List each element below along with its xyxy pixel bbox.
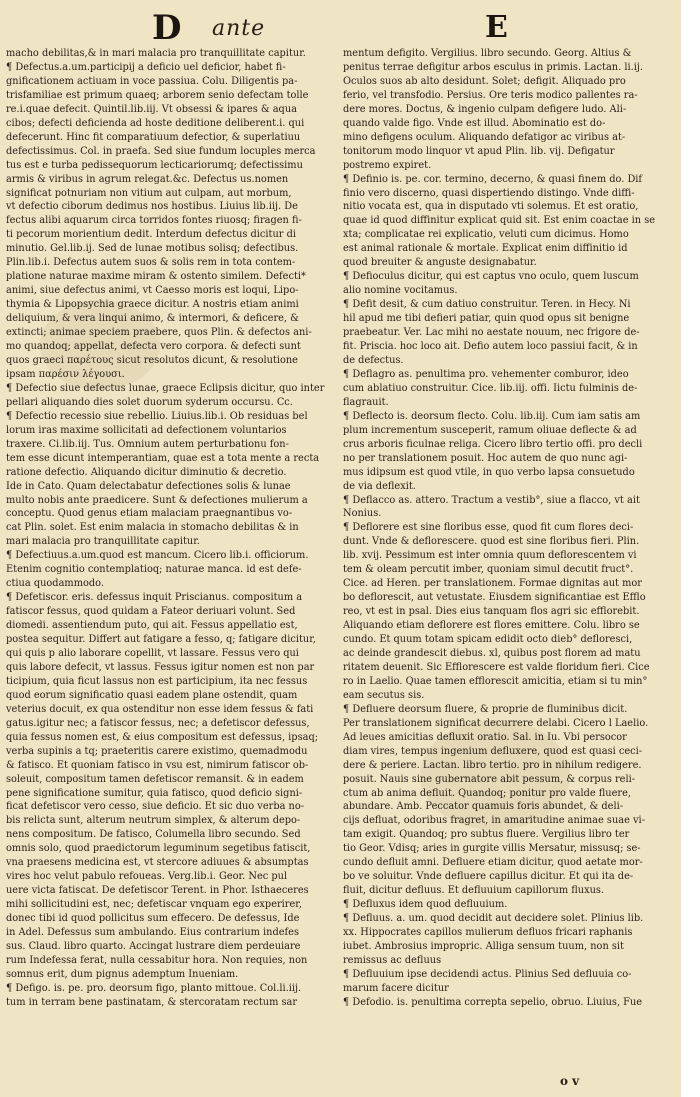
text-line: mino defigens oculum. Aliquando defatigor ac viribus at- bbox=[343, 131, 626, 143]
text-line: xta; complicatae rei explicatio, veluti cum dicimus. Homo bbox=[343, 229, 629, 241]
text-line: gatus.igitur nec; a fatiscor fessus, nec; a defetiscor defessus, bbox=[6, 717, 310, 729]
text-line: omnis solo, quod praedictorum leguminum segetibus fatiscit, bbox=[6, 843, 311, 855]
text-line: mentum defigito. Vergilius. libro secundo. Georg. Altius & bbox=[343, 48, 632, 59]
text-line: hil apud me tibi defieri patiar, quin quod opus sit benigne bbox=[343, 313, 630, 325]
text-line: ¶ Deflacco as. attero. Tractum a vestib°, siue a flacco, vt ait bbox=[343, 494, 640, 506]
text-line: ro in Laelio. Quae tamen efflorescit amicitia, etiam si tu min° bbox=[343, 675, 648, 687]
text-line: quis labore defecit, vt lassus. Fessus igitur nomen est non par bbox=[6, 661, 315, 673]
text-line: verba supinis a tq; praeteritis carere existimo, quemadmodu bbox=[6, 745, 308, 757]
text-line: de defectus. bbox=[343, 354, 404, 366]
text-line: defectissimus. Col. in praefa. Sed siue fundum locuples merca bbox=[6, 145, 316, 157]
text-line: marum facere dicitur bbox=[343, 982, 449, 994]
text-line: re.i.quae defecit. Quintil.lib.iij. Vt obsessi & ipares & aqua bbox=[6, 103, 297, 115]
text-line: penitus terrae defigitur arbos esculus in primis. Lactan. li.ij. bbox=[343, 61, 643, 73]
text-line: cundo. Et quum totam spicam edidit octo dieb° defloresci, bbox=[343, 634, 633, 646]
text-line: tonitorum modo linquor vt apud Plin. lib. vij. Defigatur bbox=[343, 145, 615, 157]
text-line: fatiscor fessus, quod quidam a Fateor deriuari volunt. Sed bbox=[6, 606, 296, 618]
text-line: dere mores. Doctus, & ingenio culpam defigere ludo. Ali- bbox=[343, 103, 627, 115]
text-line: nitio vocata est, qua in disputado vti solemus. Et est oratio, bbox=[343, 201, 639, 213]
text-line: vires hoc velut pabulo refoueas. Verg.lib.i. Geor. Nec pul bbox=[6, 871, 288, 883]
text-line: ¶ Defluere deorsum fluere, & proprie de fluminibus dicit. bbox=[343, 703, 628, 715]
text-line: tam exigit. Quandoq; pro subtus fluere. Vergilius libro ter bbox=[343, 829, 630, 841]
text-line: uere victa fatiscat. De defetiscor Terent. in Phor. Isthaeceres bbox=[6, 885, 309, 897]
text-line: praebeatur. Ver. Lac mihi no aestate nouum, nec frigore de- bbox=[343, 327, 640, 339]
text-line: conceptu. Quod genus etiam malaciam praegnantibus vo- bbox=[6, 508, 293, 520]
text-line: abundare. Amb. Peccator quamuis foris abundet, & deli- bbox=[343, 801, 624, 813]
text-line: mo quandoq; appellat, defecta vero corpora. & defecti sunt bbox=[6, 341, 301, 353]
text-line: ¶ Defectus.a.um.participij a deficio uel deficior, habet fi- bbox=[6, 61, 286, 73]
text-line: eam secutus sis. bbox=[343, 689, 425, 701]
text-line: ¶ Defit desit, & cum datiuo construitur. Teren. in Hecy. Ni bbox=[343, 299, 631, 311]
text-line: iubet. Ambrosius impropric. Alliga sensum tuum, non sit bbox=[343, 941, 624, 952]
text-line: flagrauit. bbox=[343, 396, 389, 408]
text-line: ¶ Defluxus idem quod defluuium. bbox=[343, 899, 508, 911]
text-line: & fatisco. Et quoniam fatisco in vsu est, nimirum fatiscor ob- bbox=[6, 759, 309, 771]
text-line: Ad leues amicitias defluxit oratio. Sal. in Iu. Vbi persocor bbox=[343, 731, 627, 743]
text-line: dere & periere. Lactan. libro tertio. pro in nihilum redigere. bbox=[343, 759, 642, 771]
text-line: est animal rationale & mortale. Explicat enim diffinitio id bbox=[343, 243, 628, 255]
text-line: cat Plin. solet. Est enim malacia in stomacho debilitas & in bbox=[6, 522, 299, 534]
decorated-initial-d: D bbox=[152, 8, 182, 48]
text-line: ac deinde grandescit diebus. xl, quibus post florem ad matu bbox=[343, 647, 641, 659]
text-line: ctiua quodammodo. bbox=[6, 578, 105, 590]
text-line: bo deflorescit, aut vetustate. Eiusdem significantiae est Efflo bbox=[343, 592, 646, 604]
text-line: soleuit, compositum tamen defetiscor remansit. & in eadem bbox=[6, 773, 304, 785]
text-line: tum in terram bene pastinatam, & stercoratam rectum sar bbox=[6, 996, 298, 1008]
text-line: ¶ Deflorere est sine floribus esse, quod fit cum flores deci- bbox=[343, 522, 634, 534]
text-line: ¶ Defectiuus.a.um.quod est mancum. Cicero lib.i. officiorum. bbox=[6, 550, 309, 562]
text-line: rum Indefessa ferat, nulla cessabitur hora. Non requies, non bbox=[6, 954, 308, 966]
text-line: tem & oleam percutit imber, quoniam simul decutit fruct°. bbox=[343, 564, 634, 576]
signature-mark: o v bbox=[560, 1074, 580, 1088]
text-line: ¶ Defodio. is. penultima correpta sepelio, obruo. Liuius, Fue bbox=[343, 996, 643, 1008]
text-line: quia fessus nomen est, & eius compositum est defessus, ipsaq; bbox=[6, 731, 319, 743]
text-line: posuit. Nauis sine gubernatore abit pessum, & corpus reli- bbox=[343, 773, 636, 785]
text-line: nens compositum. De fatisco, Columella libro secundo. Sed bbox=[6, 829, 301, 841]
text-line: crus arboris ficulnae religa. Cicero libro tertio offi. pro decli bbox=[343, 438, 643, 450]
text-line: gnificationem actiuam in voce passiua. Colu. Diligentis pa- bbox=[6, 75, 298, 87]
text-line: deliquium, & vera linqui animo, & intermori, & deficere, & bbox=[6, 313, 299, 325]
text-line: significat potnuriam non vitium aut culpam, aut morbum, bbox=[6, 187, 292, 199]
text-line: remissus ac defluus bbox=[343, 954, 442, 966]
text-line: xx. Hippocrates capillos mulierum defluos fricari raphanis bbox=[343, 927, 633, 939]
text-line: postremo expiret. bbox=[343, 159, 432, 171]
text-line: fit. Priscia. hoc loco ait. Defio autem loco passiui facit, & in bbox=[343, 341, 638, 353]
text-line: Ide in Cato. Quam delectabatur defectiones solis & lunae bbox=[6, 480, 291, 492]
text-line: qui quis p alio laborare copellit, vt lassare. Fessus vero qui bbox=[6, 647, 299, 659]
text-line: ¶ Definio is. pe. cor. termino, decerno, & quasi finem do. Dif bbox=[343, 173, 643, 185]
text-line: trisfamiliae est primum quaeq; arborem senio defectam tolle bbox=[6, 89, 309, 101]
text-line: cibos; defecti deficienda ad hoste deditione deliberent.i. qui bbox=[6, 117, 305, 129]
text-line: ferio, vel transfodio. Persius. Ore teris modico pallentes ra- bbox=[343, 89, 638, 101]
text-line: somnus erit, dum pignus ademptum Inueniam. bbox=[6, 968, 239, 980]
text-line: quod breuiter & anguste designabatur. bbox=[343, 257, 537, 269]
text-line: quando valde figo. Vnde est illud. Abominatio est do- bbox=[343, 117, 606, 129]
text-line: ¶ Defectio recessio siue rebellio. Liuius.lib.i. Ob residuas bel bbox=[6, 410, 308, 422]
text-line: Plin.lib.i. Defectus autem suos & solis rem in tota contem- bbox=[6, 257, 296, 269]
text-line: ticipium, quia ficut lassus non est participium, ita nec fessus bbox=[6, 675, 308, 687]
text-line: Oculos suos ab alto desidunt. Solet; defigit. Aliquado pro bbox=[343, 75, 626, 87]
text-line: fectus alibi aquarum circa torridos fontes riuosq; firagen fi- bbox=[6, 215, 302, 227]
running-head: ante bbox=[212, 16, 266, 41]
right-text-column bbox=[343, 47, 669, 1010]
text-line: tio Geor. Vdisq; aries in gurgite villis Mersatur, missusq; se- bbox=[343, 843, 641, 855]
text-line: armis & viribus in agrum relegat.&c. Defectus us.nomen bbox=[6, 173, 289, 185]
text-line: minutio. Gel.lib.ij. Sed de lunae motibus solisq; defectibus. bbox=[6, 243, 299, 255]
text-line: alio nomine vocitamus. bbox=[343, 285, 458, 297]
text-line: mus idipsum est quod vtile, in quo verbo lapsa consuetudo bbox=[343, 466, 635, 478]
text-line: reo, vt est in psal. Dies eius tanquam flos agri sic efflorebit. bbox=[343, 606, 640, 618]
text-line: ti pecorum morientium dedit. Interdum defectus dicitur di bbox=[6, 229, 296, 241]
text-line: dunt. Vnde & deflorescere. quod est sine floribus fieri. Plin. bbox=[343, 536, 640, 548]
text-line: donec tibi id quod pollicitus sum effecero. De defessus, Ide bbox=[6, 913, 300, 925]
text-line: in Adel. Defessus sum ambulando. Eius contrarium indefes bbox=[6, 927, 299, 939]
text-line: traxere. Ci.lib.iij. Tus. Omnium autem perturbationu fon- bbox=[6, 438, 289, 450]
text-line: pene significatione sumitur, quia fatisco, quod deficio signi- bbox=[6, 787, 303, 799]
page-margin-edge bbox=[681, 0, 700, 1097]
text-line: defecerunt. Hinc fit comparatiuum defectior, & superlatiuu bbox=[6, 131, 301, 143]
text-line: Cice. ad Heren. per translationem. Formae dignitas aut mor bbox=[343, 578, 642, 590]
text-line: cum ablatiuo construitur. Cice. lib.iij. offi. Iictu fulminis de- bbox=[343, 382, 638, 394]
text-line: finio vero discerno, quasi dispertiendo distingo. Vnde diffi- bbox=[343, 187, 635, 199]
text-line: Aliquando etiam deflorere est flores emittere. Colu. libro se bbox=[343, 620, 640, 632]
text-line: sus. Claud. libro quarto. Accingat lustrare diem perdeuiare bbox=[6, 941, 301, 952]
page-header bbox=[0, 6, 681, 46]
text-line: ¶ Defectio siue defectus lunae, graece Eclipsis dicitur, quo inter bbox=[6, 382, 325, 394]
left-text-column bbox=[6, 47, 330, 1010]
text-line: de via deflexit. bbox=[343, 480, 416, 492]
text-line: ¶ Deflecto is. deorsum flecto. Colu. lib.iij. Cum iam satis am bbox=[343, 410, 641, 422]
text-line: macho debilitas,& in mari malacia pro tranquillitate capitur. bbox=[6, 48, 306, 59]
text-line: ritatem deuenit. Sic Efflorescere est valde floridum fieri. Cice bbox=[343, 661, 650, 673]
text-line: multo nobis ante praedicere. Sunt & defectiones mulierum a bbox=[6, 494, 308, 506]
text-line: ctum ab anima defluit. Quandoq; ponitur pro valde fluere, bbox=[343, 787, 632, 799]
text-line: quae id quod diffinitur explicat quid sit. Est enim coactae in se bbox=[343, 215, 656, 227]
text-line: ¶ Defluus. a. um. quod decidit aut decidere solet. Plinius lib. bbox=[343, 913, 644, 925]
text-line: vt defectio ciborum dedimus nos hostibus. Liuius lib.iij. De bbox=[6, 201, 298, 213]
text-line: plum incrementum susceperit, ramum oliuae deflecte & ad bbox=[343, 424, 637, 436]
text-line: vna praesens medicina est, vt stercore adiuues & absumptas bbox=[6, 857, 309, 869]
text-line: ¶ Defetiscor. eris. defessus inquit Priscianus. compositum a bbox=[6, 592, 303, 604]
text-line: ipsam παρέσιν λέγουσι. bbox=[6, 368, 125, 380]
text-line: fluit, dicitur defluus. Et defluuium capillorum fluxus. bbox=[343, 885, 605, 897]
text-line: ¶ Defioculus dicitur, qui est captus vno oculo, quem luscum bbox=[343, 271, 639, 283]
text-line: mihi sollicitudini est, nec; defetiscar vnquam ego experirer, bbox=[6, 899, 303, 911]
text-line: ficat defetiscor vero cesso, siue deficio. Et sic duo verba no- bbox=[6, 801, 305, 813]
text-line: mari malacia pro tranquillitate capitur. bbox=[6, 536, 200, 548]
text-line: diomedi. assentiendum puto, qui ait. Fessus appellatio est, bbox=[6, 620, 298, 632]
text-line: postea sequitur. Differt aut fatigare a fesso, q; fatigare dicitur, bbox=[6, 634, 316, 646]
text-line: lib. xvij. Pessimum est inter omnia quum deflorescentem vi bbox=[343, 550, 637, 562]
text-line: ¶ Defluuium ipse decidendi actus. Plinius Sed defluuia co- bbox=[343, 968, 632, 980]
text-line: diam vires, tempus ingenium defluxere, quod est quasi ceci- bbox=[343, 745, 643, 757]
text-line: cundo defluit amni. Defluere etiam dicitur, quod aetate mor- bbox=[343, 857, 643, 869]
text-line: bis relicta sunt, alterum neutrum simplex, & alterum depo- bbox=[6, 815, 301, 827]
text-line: quos graeci παρέτους sicut resolutos dicunt, & resolutione bbox=[6, 354, 298, 366]
text-line: animi, siue defectus animi, vt Caesso moris est loqui, Lipo- bbox=[6, 285, 299, 297]
text-line: Per translationem significat decurrere delabi. Cicero l Laelio. bbox=[343, 717, 649, 729]
text-line: Nonius. bbox=[343, 508, 382, 520]
text-line: thymia & Lipopsychia graece dicitur. A nostris etiam animi bbox=[6, 299, 299, 311]
text-line: bo ve soluitur. Vnde defluere capillus dicitur. Et qui ita de- bbox=[343, 871, 634, 883]
text-line: extincti; animae speciem praebere, quos Plin. & defectos ani- bbox=[6, 327, 312, 339]
text-line: quod eorum significatio quasi eadem plane ostendit, quam bbox=[6, 689, 298, 701]
text-line: pellari aliquando dies solet duorum syderum occursu. Cc. bbox=[6, 396, 293, 408]
text-line: Etenim cognitio contemplatioq; naturae manca. id est defe- bbox=[6, 564, 302, 576]
text-line: veterius docuit, ex qua ostenditur non esse idem fessus & fati bbox=[6, 703, 314, 715]
text-line: ratione defectio. Aliquando dicitur diminutio & decretio. bbox=[6, 466, 287, 478]
decorated-initial-e: E bbox=[485, 10, 508, 45]
text-line: tus est e turba pedissequorum lecticariorumq; defectissimu bbox=[6, 159, 303, 171]
text-line: lorum iras maxime sollicitati ad defectionem voluntarios bbox=[6, 424, 287, 436]
text-line: ¶ Defigo. is. pe. pro. deorsum figo, planto mittoue. Col.li.iij. bbox=[6, 982, 302, 994]
text-line: platione naturae maxime miram & ostento similem. Defecti* bbox=[6, 271, 306, 283]
text-line: tem esse dicunt intemperantiam, quae est a tota mente a recta bbox=[6, 452, 320, 464]
text-line: ¶ Deflagro as. penultima pro. vehementer comburor, ideo bbox=[343, 368, 629, 380]
text-line: no per translationem posuit. Hoc autem de quo nunc agi- bbox=[343, 452, 628, 464]
text-line: cijs defluat, odoribus fragret, in amaritudine animae suae vi- bbox=[343, 815, 646, 827]
